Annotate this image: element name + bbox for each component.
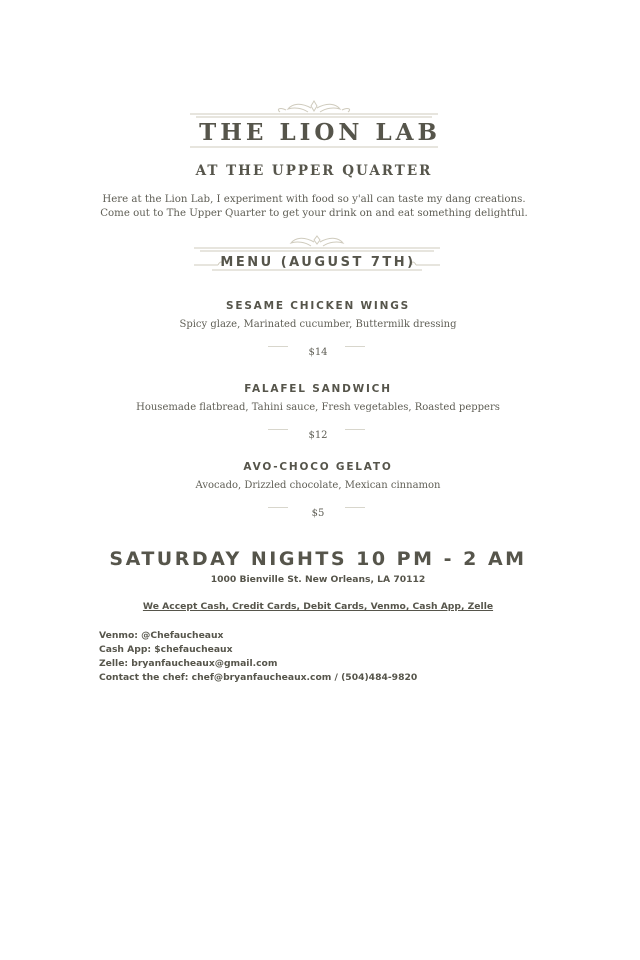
address-text: 1000 Bienville St. New Orleans, LA 70112 (210, 574, 426, 585)
venmo-contact: Venmo: @Chefaucheaux (99, 630, 224, 641)
payment-methods: We Accept Cash, Credit Cards, Debit Cards, Venmo, Cash App, Zelle (142, 601, 494, 612)
zelle-contact: Zelle: bryanfaucheaux@gmail.com (99, 658, 278, 669)
menu-item-name: SESAME CHICKEN WINGS (225, 300, 410, 312)
contact-list (99, 629, 417, 685)
intro-line-2: Come out to The Upper Quarter to get your drink on and eat something delightful. (100, 208, 528, 219)
menu-item-price: $5 (311, 508, 325, 519)
price-divider-left (268, 507, 288, 508)
menu-item-price-row (0, 501, 636, 519)
page-subtitle: AT THE UPPER QUARTER (195, 163, 433, 179)
menu-item (0, 461, 636, 519)
price-divider-left (268, 429, 288, 430)
menu-item-price-row (0, 423, 636, 441)
menu-item-description: Spicy glaze, Marinated cucumber, Buttermilk dressing (179, 319, 457, 330)
menu-heading: MENU (AUGUST 7TH) (220, 255, 416, 270)
menu-item-price: $12 (308, 430, 328, 441)
intro-text (60, 193, 568, 221)
price-divider-right (345, 429, 365, 430)
price-divider-right (345, 346, 365, 347)
menu-item-description: Avocado, Drizzled chocolate, Mexican cinnamon (195, 480, 441, 491)
menu-item-name: FALAFEL SANDWICH (244, 383, 392, 395)
menu-item-price: $14 (308, 347, 328, 358)
price-divider-left (268, 346, 288, 347)
hours-heading: SATURDAY NIGHTS 10 PM - 2 AM (109, 548, 527, 570)
menu-item-price-row (0, 340, 636, 358)
price-divider-right (345, 507, 365, 508)
intro-line-1: Here at the Lion Lab, I experiment with food so y'all can taste my dang creations. (102, 194, 526, 205)
menu-item (0, 383, 636, 441)
menu-item (0, 300, 636, 358)
menu-item-description: Housemade flatbread, Tahini sauce, Fresh vegetables, Roasted peppers (136, 402, 500, 413)
page-title: THE LION LAB (199, 119, 441, 146)
menu-item-name: AVO-CHOCO GELATO (243, 461, 393, 473)
chef-contact: Contact the chef: chef@bryanfaucheaux.com / (504)484-9820 (99, 672, 418, 683)
cashapp-contact: Cash App: $chefaucheaux (99, 644, 233, 655)
